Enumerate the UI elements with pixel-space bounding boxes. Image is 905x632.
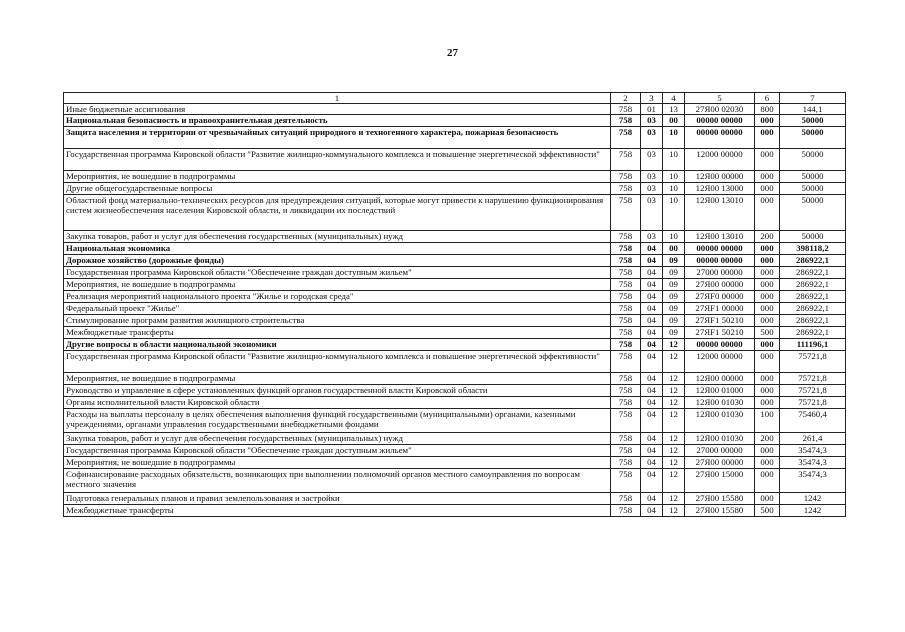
- cell-amount: 50000: [780, 149, 846, 171]
- cell-name: Дорожное хозяйство (дорожные фонды): [64, 255, 611, 267]
- cell-amount: 286922,1: [780, 279, 846, 291]
- cell-target-article: 00000 00000: [685, 255, 755, 267]
- cell-subsection: 10: [663, 127, 685, 149]
- cell-subsection: 12: [663, 505, 685, 517]
- cell-subsection: 12: [663, 385, 685, 397]
- cell-ministry-code: 758: [611, 351, 641, 373]
- cell-section: 03: [641, 231, 663, 243]
- cell-amount: 50000: [780, 183, 846, 195]
- table-row: [64, 291, 846, 303]
- table-row: [64, 267, 846, 279]
- cell-name: Мероприятия, не вошедшие в подпрограммы: [64, 457, 611, 469]
- table-row: [64, 127, 846, 149]
- cell-name: Руководство и управление в сфере установленных функций органов государственной власти Кировской области: [64, 385, 611, 397]
- cell-ministry-code: 758: [611, 115, 641, 127]
- cell-amount: 75460,4: [780, 409, 846, 433]
- cell-target-article: 27Я00 15580: [685, 493, 755, 505]
- cell-amount: 50000: [780, 231, 846, 243]
- table-row: [64, 409, 846, 433]
- cell-ministry-code: 758: [611, 303, 641, 315]
- cell-amount: 50000: [780, 115, 846, 127]
- cell-target-article: 27ЯF1 00000: [685, 303, 755, 315]
- cell-subsection: 13: [663, 104, 685, 115]
- cell-section: 03: [641, 127, 663, 149]
- cell-expense-type: 200: [755, 433, 780, 445]
- cell-amount: 286922,1: [780, 303, 846, 315]
- cell-subsection: 12: [663, 339, 685, 351]
- cell-amount: 75721,8: [780, 351, 846, 373]
- table-row: [64, 115, 846, 127]
- cell-subsection: 10: [663, 171, 685, 183]
- table-row: [64, 183, 846, 195]
- cell-target-article: 27Я00 00000: [685, 279, 755, 291]
- table-row: [64, 231, 846, 243]
- cell-name: Межбюджетные трансферты: [64, 327, 611, 339]
- cell-ministry-code: 758: [611, 104, 641, 115]
- cell-target-article: 12Я00 13010: [685, 231, 755, 243]
- table-row: [64, 195, 846, 231]
- cell-name: Государственная программа Кировской области "Развитие жилищно-коммунального комплекса и повышение энергетической эффективности": [64, 149, 611, 171]
- cell-name: Реализация мероприятий национального проекта "Жилье и городская среда": [64, 291, 611, 303]
- cell-amount: 35474,3: [780, 457, 846, 469]
- cell-subsection: 10: [663, 149, 685, 171]
- cell-section: 04: [641, 315, 663, 327]
- table-row: [64, 493, 846, 505]
- cell-name: Закупка товаров, работ и услуг для обеспечения государственных (муниципальных) нужд: [64, 231, 611, 243]
- cell-name: Мероприятия, не вошедшие в подпрограммы: [64, 279, 611, 291]
- cell-name: Другие вопросы в области национальной экономики: [64, 339, 611, 351]
- table-row: [64, 255, 846, 267]
- table-row: [64, 469, 846, 493]
- cell-subsection: 12: [663, 433, 685, 445]
- cell-subsection: 09: [663, 267, 685, 279]
- cell-expense-type: 000: [755, 339, 780, 351]
- cell-expense-type: 000: [755, 373, 780, 385]
- cell-subsection: 10: [663, 183, 685, 195]
- cell-ministry-code: 758: [611, 457, 641, 469]
- cell-section: 03: [641, 115, 663, 127]
- cell-ministry-code: 758: [611, 127, 641, 149]
- cell-section: 04: [641, 303, 663, 315]
- cell-section: 04: [641, 327, 663, 339]
- cell-ministry-code: 758: [611, 433, 641, 445]
- cell-section: 04: [641, 291, 663, 303]
- cell-expense-type: 000: [755, 267, 780, 279]
- cell-ministry-code: 758: [611, 149, 641, 171]
- cell-section: 04: [641, 339, 663, 351]
- cell-expense-type: 200: [755, 231, 780, 243]
- cell-amount: 261,4: [780, 433, 846, 445]
- cell-expense-type: 000: [755, 183, 780, 195]
- cell-target-article: 12000 00000: [685, 149, 755, 171]
- cell-name: Мероприятия, не вошедшие в подпрограммы: [64, 171, 611, 183]
- cell-amount: 144,1: [780, 104, 846, 115]
- table-row: [64, 303, 846, 315]
- cell-name: Мероприятия, не вошедшие в подпрограммы: [64, 373, 611, 385]
- header-cell: 5: [685, 93, 755, 104]
- cell-expense-type: 000: [755, 445, 780, 457]
- cell-subsection: 12: [663, 351, 685, 373]
- header-cell: 3: [641, 93, 663, 104]
- cell-name: Иные бюджетные ассигнования: [64, 104, 611, 115]
- cell-target-article: 00000 00000: [685, 243, 755, 255]
- cell-subsection: 09: [663, 303, 685, 315]
- cell-expense-type: 000: [755, 385, 780, 397]
- cell-expense-type: 800: [755, 104, 780, 115]
- table-row: [64, 315, 846, 327]
- table-row: [64, 397, 846, 409]
- cell-name: Закупка товаров, работ и услуг для обеспечения государственных (муниципальных) нужд: [64, 433, 611, 445]
- cell-expense-type: 100: [755, 409, 780, 433]
- cell-ministry-code: 758: [611, 255, 641, 267]
- cell-expense-type: 000: [755, 195, 780, 231]
- cell-subsection: 12: [663, 409, 685, 433]
- cell-name: Софинансирование расходных обязательств, возникающих при выполнении полномочий органов местного самоуправления по вопросам местного значения: [64, 469, 611, 493]
- cell-section: 04: [641, 457, 663, 469]
- cell-subsection: 00: [663, 243, 685, 255]
- cell-target-article: 12000 00000: [685, 351, 755, 373]
- cell-amount: 50000: [780, 171, 846, 183]
- cell-ministry-code: 758: [611, 445, 641, 457]
- table-row: [64, 445, 846, 457]
- table-row: [64, 433, 846, 445]
- cell-target-article: 12Я00 01000: [685, 385, 755, 397]
- cell-ministry-code: 758: [611, 397, 641, 409]
- cell-section: 03: [641, 183, 663, 195]
- cell-subsection: 12: [663, 493, 685, 505]
- cell-section: 01: [641, 104, 663, 115]
- cell-amount: 111196,1: [780, 339, 846, 351]
- cell-expense-type: 000: [755, 291, 780, 303]
- table-row: [64, 279, 846, 291]
- cell-section: 04: [641, 267, 663, 279]
- cell-section: 04: [641, 255, 663, 267]
- cell-amount: 35474,3: [780, 469, 846, 493]
- table-row: [64, 339, 846, 351]
- cell-name: Межбюджетные трансферты: [64, 505, 611, 517]
- cell-ministry-code: 758: [611, 339, 641, 351]
- table-row: [64, 505, 846, 517]
- cell-expense-type: 000: [755, 243, 780, 255]
- table-row: [64, 373, 846, 385]
- cell-section: 04: [641, 243, 663, 255]
- cell-name: Подготовка генеральных планов и правил землепользования и застройки: [64, 493, 611, 505]
- cell-ministry-code: 758: [611, 327, 641, 339]
- cell-ministry-code: 758: [611, 469, 641, 493]
- cell-ministry-code: 758: [611, 231, 641, 243]
- table-row: [64, 385, 846, 397]
- cell-target-article: 27Я00 00000: [685, 457, 755, 469]
- cell-target-article: 12Я00 01030: [685, 397, 755, 409]
- cell-section: 04: [641, 469, 663, 493]
- cell-amount: 50000: [780, 195, 846, 231]
- cell-expense-type: 500: [755, 505, 780, 517]
- cell-subsection: 00: [663, 115, 685, 127]
- cell-subsection: 09: [663, 315, 685, 327]
- cell-expense-type: 000: [755, 457, 780, 469]
- cell-expense-type: 000: [755, 127, 780, 149]
- cell-section: 03: [641, 149, 663, 171]
- cell-name: Другие общегосударственные вопросы: [64, 183, 611, 195]
- cell-name: Областной фонд материально-технических ресурсов для предупреждения ситуаций, которые могут привести к нарушению функционирования систем жизнеобеспечения населения Кировской области, и ликвидации их последствий: [64, 195, 611, 231]
- cell-section: 04: [641, 493, 663, 505]
- cell-amount: 75721,8: [780, 397, 846, 409]
- cell-ministry-code: 758: [611, 505, 641, 517]
- header-cell: 1: [64, 93, 611, 104]
- header-cell: 2: [611, 93, 641, 104]
- cell-ministry-code: 758: [611, 183, 641, 195]
- cell-name: Федеральный проект "Жилье": [64, 303, 611, 315]
- cell-section: 04: [641, 351, 663, 373]
- cell-amount: 1242: [780, 493, 846, 505]
- cell-name: Национальная безопасность и правоохранительная деятельность: [64, 115, 611, 127]
- table-row: [64, 243, 846, 255]
- cell-expense-type: 000: [755, 315, 780, 327]
- cell-target-article: 27000 00000: [685, 267, 755, 279]
- cell-amount: 398118,2: [780, 243, 846, 255]
- cell-expense-type: 000: [755, 493, 780, 505]
- cell-amount: 75721,8: [780, 373, 846, 385]
- cell-subsection: 09: [663, 327, 685, 339]
- cell-amount: 286922,1: [780, 327, 846, 339]
- table-row: [64, 327, 846, 339]
- cell-subsection: 12: [663, 457, 685, 469]
- cell-subsection: 12: [663, 445, 685, 457]
- cell-section: 04: [641, 505, 663, 517]
- cell-name: Стимулирование программ развития жилищного строительства: [64, 315, 611, 327]
- cell-subsection: 12: [663, 397, 685, 409]
- cell-amount: 35474,3: [780, 445, 846, 457]
- cell-ministry-code: 758: [611, 373, 641, 385]
- cell-section: 03: [641, 195, 663, 231]
- cell-target-article: 27000 00000: [685, 445, 755, 457]
- cell-ministry-code: 758: [611, 243, 641, 255]
- table-row: [64, 351, 846, 373]
- cell-expense-type: 000: [755, 397, 780, 409]
- cell-subsection: 12: [663, 373, 685, 385]
- cell-section: 03: [641, 171, 663, 183]
- cell-target-article: 00000 00000: [685, 339, 755, 351]
- cell-target-article: 12Я00 00000: [685, 373, 755, 385]
- table-row: [64, 149, 846, 171]
- cell-name: Государственная программа Кировской области "Обеспечение граждан доступным жильем": [64, 267, 611, 279]
- cell-target-article: 27ЯF0 00000: [685, 291, 755, 303]
- cell-expense-type: 000: [755, 303, 780, 315]
- cell-expense-type: 000: [755, 171, 780, 183]
- cell-section: 04: [641, 385, 663, 397]
- cell-subsection: 10: [663, 231, 685, 243]
- cell-subsection: 09: [663, 279, 685, 291]
- page-number: 27: [447, 47, 458, 59]
- cell-amount: 286922,1: [780, 291, 846, 303]
- budget-table: [63, 92, 846, 517]
- cell-ministry-code: 758: [611, 315, 641, 327]
- cell-target-article: 27ЯF1 50210: [685, 327, 755, 339]
- cell-amount: 50000: [780, 127, 846, 149]
- cell-amount: 286922,1: [780, 267, 846, 279]
- cell-target-article: 00000 00000: [685, 127, 755, 149]
- cell-subsection: 10: [663, 195, 685, 231]
- header-cell: 4: [663, 93, 685, 104]
- cell-section: 04: [641, 409, 663, 433]
- cell-expense-type: 000: [755, 149, 780, 171]
- table-row: [64, 171, 846, 183]
- cell-amount: 286922,1: [780, 255, 846, 267]
- cell-target-article: 27Я00 02030: [685, 104, 755, 115]
- cell-ministry-code: 758: [611, 267, 641, 279]
- cell-target-article: 12Я00 01030: [685, 409, 755, 433]
- cell-ministry-code: 758: [611, 493, 641, 505]
- cell-expense-type: 000: [755, 469, 780, 493]
- cell-section: 04: [641, 279, 663, 291]
- cell-section: 04: [641, 373, 663, 385]
- cell-name: Национальная экономика: [64, 243, 611, 255]
- cell-target-article: 12Я00 01030: [685, 433, 755, 445]
- cell-target-article: 27Я00 15580: [685, 505, 755, 517]
- header-cell: 7: [780, 93, 846, 104]
- cell-target-article: 12Я00 00000: [685, 171, 755, 183]
- cell-amount: 1242: [780, 505, 846, 517]
- cell-expense-type: 000: [755, 351, 780, 373]
- cell-ministry-code: 758: [611, 171, 641, 183]
- cell-section: 04: [641, 433, 663, 445]
- header-cell: 6: [755, 93, 780, 104]
- cell-target-article: 12Я00 13000: [685, 183, 755, 195]
- cell-ministry-code: 758: [611, 291, 641, 303]
- cell-name: Государственная программа Кировской области "Обеспечение граждан доступным жильем": [64, 445, 611, 457]
- cell-subsection: 09: [663, 255, 685, 267]
- cell-name: Расходы на выплаты персоналу в целях обеспечения выполнения функций государственными (муниципальными) органами, казенными учреждениями, органами управления государственными внебюджетными фондами: [64, 409, 611, 433]
- cell-name: Органы исполнительной власти Кировской области: [64, 397, 611, 409]
- table-row: [64, 104, 846, 115]
- cell-expense-type: 000: [755, 279, 780, 291]
- cell-expense-type: 000: [755, 115, 780, 127]
- cell-target-article: 27ЯF1 50210: [685, 315, 755, 327]
- cell-name: Защита населения и территории от чрезвычайных ситуаций природного и техногенного характера, пожарная безопасность: [64, 127, 611, 149]
- cell-target-article: 00000 00000: [685, 115, 755, 127]
- table-header-row: [64, 93, 846, 104]
- cell-amount: 286922,1: [780, 315, 846, 327]
- cell-expense-type: 000: [755, 255, 780, 267]
- cell-target-article: 12Я00 13010: [685, 195, 755, 231]
- cell-subsection: 12: [663, 469, 685, 493]
- cell-ministry-code: 758: [611, 409, 641, 433]
- cell-amount: 75721,8: [780, 385, 846, 397]
- cell-section: 04: [641, 445, 663, 457]
- cell-ministry-code: 758: [611, 385, 641, 397]
- cell-expense-type: 500: [755, 327, 780, 339]
- cell-ministry-code: 758: [611, 279, 641, 291]
- table-row: [64, 457, 846, 469]
- cell-target-article: 27Я00 15000: [685, 469, 755, 493]
- cell-ministry-code: 758: [611, 195, 641, 231]
- cell-subsection: 09: [663, 291, 685, 303]
- cell-name: Государственная программа Кировской области "Развитие жилищно-коммунального комплекса и повышение энергетической эффективности": [64, 351, 611, 373]
- cell-section: 04: [641, 397, 663, 409]
